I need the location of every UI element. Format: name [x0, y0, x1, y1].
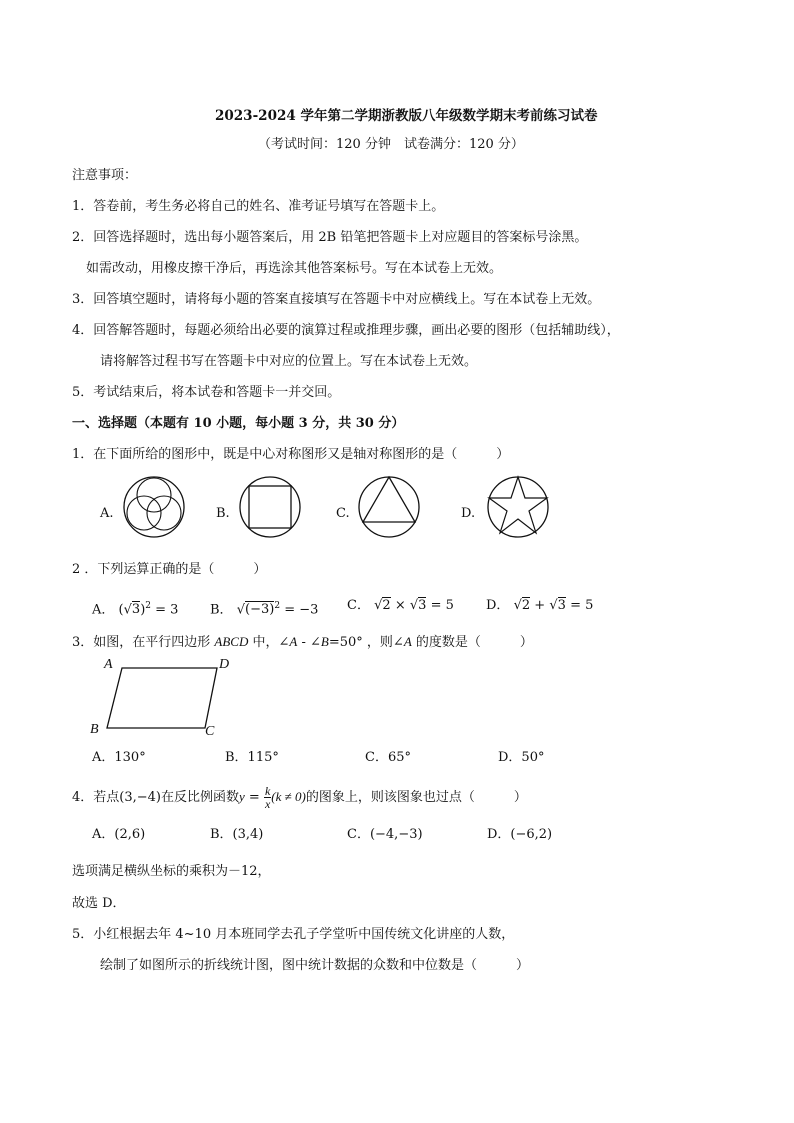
q4-option-b: B．(3,4): [210, 827, 264, 842]
vertex-label-c: C: [205, 724, 215, 739]
q4-option-a: A．(2,6): [92, 827, 146, 842]
answer-line-2: 故选 D．: [72, 896, 126, 911]
q1-option-a-label: A.: [100, 506, 114, 521]
page-title: 2023-2024 学年第二学期浙教版八年级数学期末考前练习试卷: [215, 108, 598, 124]
q3-stem-a: A: [289, 634, 298, 649]
notice-item-2-cont: 如需改动，用橡皮擦干净后，再选涂其他答案标号。写在本试卷上无效。: [86, 261, 503, 276]
q2-option-b-label: B．: [210, 602, 233, 618]
sqrt-symbol: √: [374, 598, 383, 613]
q4-func-eq: =: [244, 790, 264, 805]
q3-stem-b: B: [320, 634, 329, 649]
q2-option-d-label: D．: [486, 598, 510, 613]
q2-option-c: [347, 598, 454, 614]
notice-item-5: 5．考试结束后，将本试卷和答题卡一并交回。: [72, 385, 341, 400]
q2-option-a-label: A．: [92, 602, 115, 618]
sqrt-symbol: √: [409, 598, 419, 613]
question-3-stem: [72, 634, 533, 651]
section-heading: 一、选择题（本题有 10 小题，每小题 3 分，共 30 分）: [72, 416, 405, 431]
q4-stem-end: 的图象上，则该图象也过点（ ）: [305, 790, 527, 805]
sqrt-symbol: √: [513, 598, 522, 613]
notice-item-4: 4．回答解答题时，每题必须给出必要的演算过程或推理步骤，画出必要的图形（包括辅助线），: [72, 323, 620, 338]
q3-option-c: C．65°: [365, 750, 411, 765]
question-5-line-1: 5．小红根据去年 4~10 月本班同学去孔子学堂听中国传统文化讲座的人数，: [72, 927, 515, 942]
answer-line-1: 选项满足横纵坐标的乘积为－12，: [72, 864, 271, 879]
sqrt-symbol: √: [236, 602, 245, 618]
question-4-stem: [72, 785, 527, 810]
q4-point: (3,−4): [119, 790, 161, 805]
notice-item-3: 3．回答填空题时，请将每小题的答案直接填写在答题卡中对应横线上。写在本试卷上无效。: [72, 292, 601, 307]
vertex-label-b: B: [90, 722, 99, 737]
q4-stem-mid: 在反比例函数: [161, 790, 240, 805]
q1-option-d-label: D.: [461, 506, 476, 521]
vertex-label-a: A: [104, 657, 113, 672]
three-arc-circle-icon: [122, 475, 186, 539]
question-5-line-2: 绘制了如图所示的折线统计图，图中统计数据的众数和中位数是（ ）: [100, 958, 530, 973]
q3-stem-pre: 3．如图，在平行四边形: [72, 635, 215, 650]
q2-a-radicand: 3: [131, 602, 141, 618]
square-in-circle-icon: [238, 475, 302, 539]
question-2-stem: 2 ．下列运算正确的是（ ）: [72, 562, 267, 577]
q3-stem-end: 的度数是（ ）: [411, 635, 533, 650]
q4-func-numerator: k: [264, 784, 271, 798]
q2-c-rhs: = 5: [430, 598, 454, 613]
q4-stem-pre: 4．若点: [72, 790, 120, 805]
q3-option-a: A．130°: [92, 750, 146, 765]
q4-option-c: C．(−4,−3): [347, 827, 423, 842]
q2-b-radicand: (−3): [245, 602, 275, 618]
star-in-circle-icon: [486, 475, 550, 539]
q2-b-exponent: 2: [274, 601, 281, 611]
page-subtitle: （考试时间：120 分钟 试卷满分：120 分）: [258, 137, 524, 152]
q3-stem-a2: A: [403, 634, 412, 649]
q2-c-operator: ×: [394, 598, 406, 613]
q2-d-rhs: = 5: [570, 598, 594, 613]
q4-option-d: D．(−6,2): [487, 827, 553, 842]
notice-heading: 注意事项：: [72, 168, 138, 183]
triangle-in-circle-icon: [357, 475, 421, 539]
q1-option-b-label: B.: [216, 506, 230, 521]
q4-func-denominator: x: [264, 797, 271, 811]
q2-a-exponent: 2: [145, 601, 151, 611]
q3-option-d: D．50°: [498, 750, 545, 765]
vertex-label-d: D: [219, 657, 230, 672]
q2-d-operator: +: [534, 598, 546, 613]
q4-func-y: y: [239, 789, 245, 804]
q2-a-rhs: = 3: [155, 602, 179, 618]
q2-option-c-label: C．: [347, 598, 370, 613]
q3-stem-eq: =50° ，则∠: [328, 635, 404, 650]
q3-stem-mid: 中，∠: [248, 635, 290, 650]
q2-b-rhs: = −3: [284, 602, 319, 618]
notice-item-1: 1．答卷前，考生务必将自己的姓名、准考证号填写在答题卡上。: [72, 199, 445, 214]
notice-item-4-cont: 请将解答过程书写在答题卡中对应的位置上。写在本试卷上无效。: [100, 354, 478, 369]
sqrt-symbol: √: [549, 598, 558, 613]
q2-d-radicand-2: 3: [557, 598, 566, 613]
sqrt-symbol: √: [123, 602, 132, 618]
q4-func-condition: (k ≠ 0): [271, 789, 306, 804]
q1-option-c-label: C.: [336, 506, 350, 521]
q2-c-radicand-2: 3: [418, 598, 427, 613]
q2-c-radicand-1: 2: [382, 598, 391, 613]
q3-option-b: B．115°: [225, 750, 279, 765]
q2-option-d: [486, 598, 593, 614]
q2-d-radicand-1: 2: [521, 598, 531, 613]
q2-option-b: [210, 598, 318, 618]
q3-stem-minus: - ∠: [297, 635, 321, 650]
q3-stem-abcd: ABCD: [214, 634, 249, 649]
q2-option-a: A． $(√3)^2 = 3$: [92, 601, 179, 618]
question-1-stem: 1．在下面所给的图形中，既是中心对称图形又是轴对称图形的是（ ）: [72, 447, 510, 462]
notice-item-2: 2．回答选择题时，选出每小题答案后，用 2B 铅笔把答题卡上对应题目的答案标号涂黑。: [72, 230, 588, 245]
